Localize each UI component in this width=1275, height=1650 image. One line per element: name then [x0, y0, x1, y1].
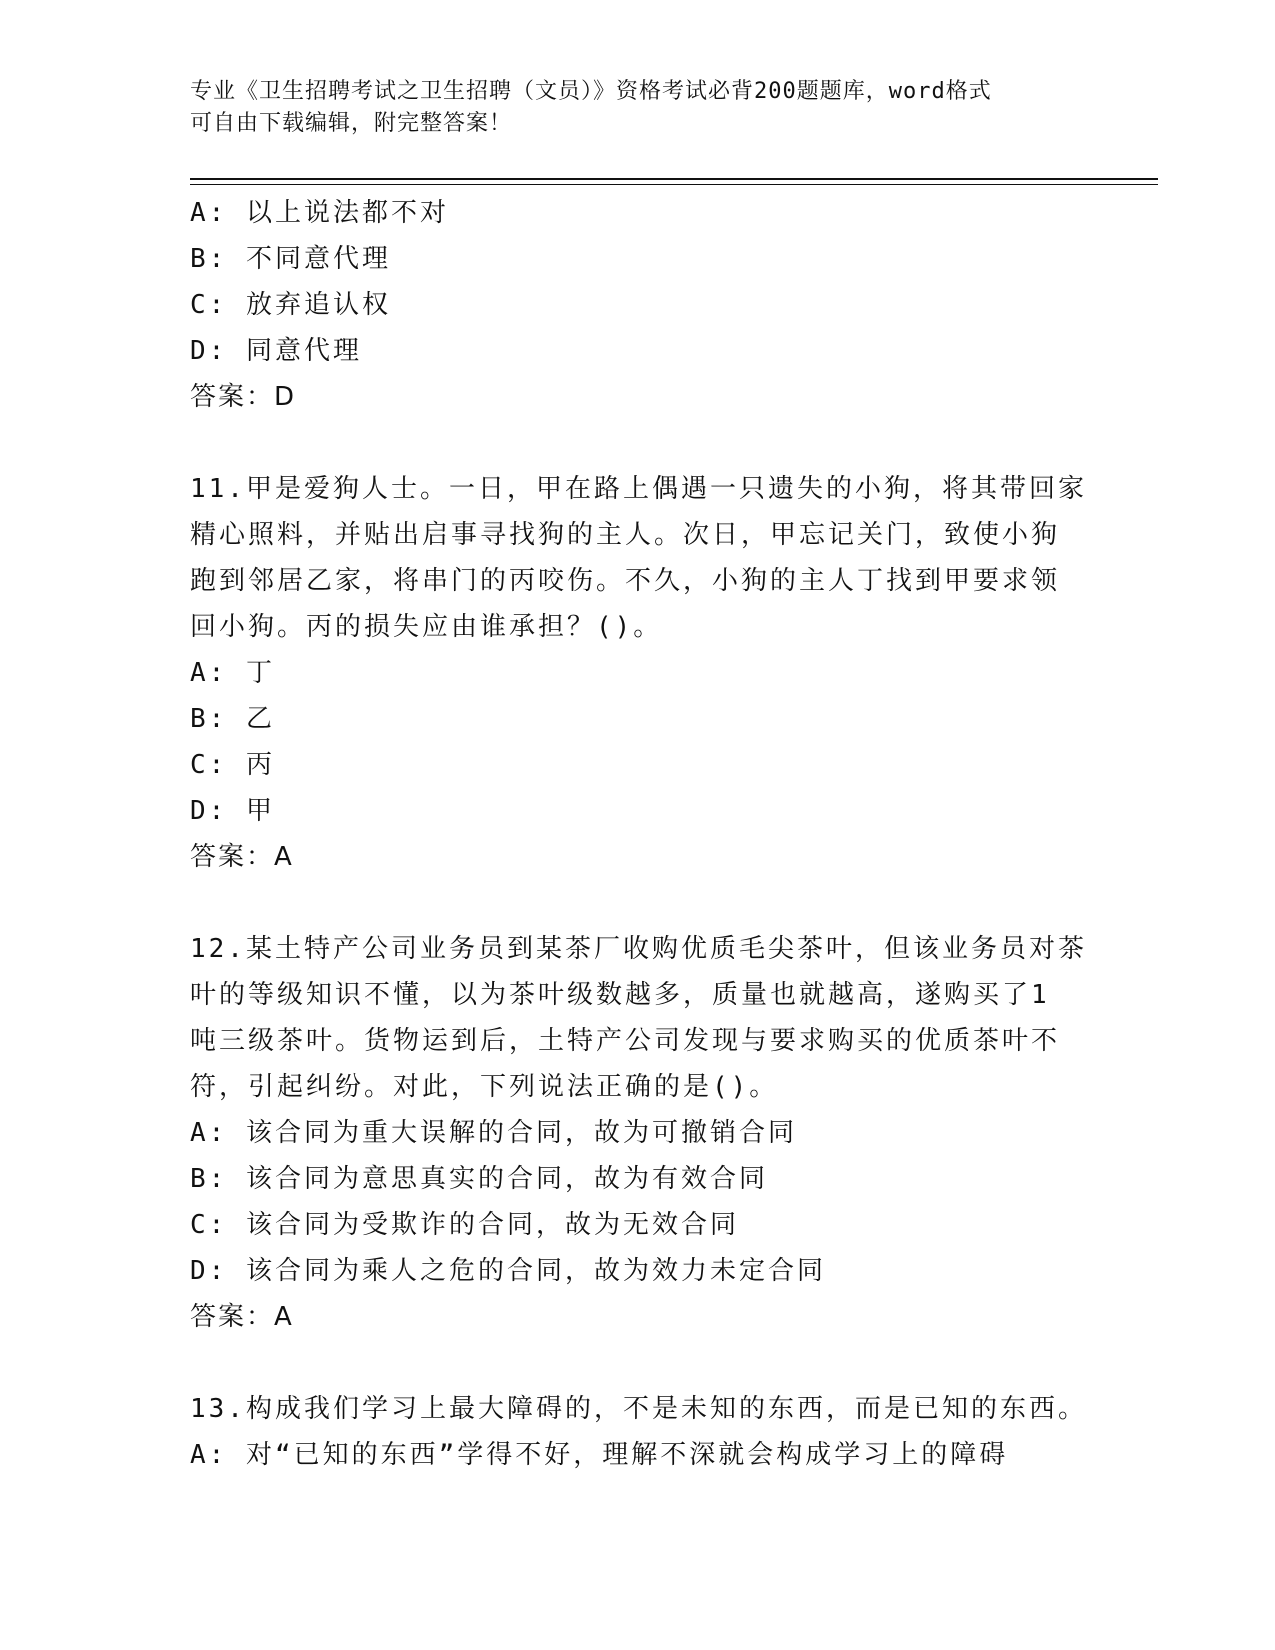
question-stem-line: 精心照料，并贴出启事寻找狗的主人。次日，甲忘记关门，致使小狗	[190, 520, 1061, 550]
option-c: C: 丙	[190, 750, 275, 780]
header-rule-thin	[190, 184, 1158, 185]
option-a: A: 以上说法都不对	[190, 198, 449, 228]
option-b: B: 乙	[190, 704, 275, 734]
question-stem-line: 符，引起纠纷。对此，下列说法正确的是()。	[190, 1072, 779, 1102]
question-stem-line: 跑到邻居乙家，将串门的丙咬伤。不久，小狗的主人丁找到甲要求领	[190, 566, 1061, 596]
question-12	[190, 926, 1090, 1340]
header-rule-thick	[190, 178, 1158, 180]
option-c: C: 该合同为受欺诈的合同，故为无效合同	[190, 1210, 739, 1240]
question-stem-line: 11.甲是爱狗人士。一日，甲在路上偶遇一只遗失的小狗，将其带回家	[190, 474, 1087, 504]
spacer	[190, 420, 1090, 466]
document-header	[190, 76, 1070, 140]
spacer	[190, 880, 1090, 926]
option-b: B: 该合同为意思真实的合同，故为有效合同	[190, 1164, 768, 1194]
option-b: B: 不同意代理	[190, 244, 391, 274]
option-d: D: 甲	[190, 796, 275, 826]
question-stem-line: 吨三级茶叶。货物运到后，土特产公司发现与要求购买的优质茶叶不	[190, 1026, 1061, 1056]
option-a: A: 对“已知的东西”学得不好，理解不深就会构成学习上的障碍	[190, 1440, 1009, 1470]
question-10-options	[190, 190, 1090, 420]
question-13	[190, 1386, 1090, 1478]
question-stem-line: 12.某土特产公司业务员到某茶厂收购优质毛尖茶叶，但该业务员对茶	[190, 934, 1087, 964]
header-line-2: 可自由下载编辑，附完整答案！	[190, 111, 513, 136]
option-d: D: 同意代理	[190, 336, 362, 366]
option-a: A: 丁	[190, 658, 275, 688]
question-stem-line: 回小狗。丙的损失应由谁承担？()。	[190, 612, 663, 642]
header-line-1: 专业《卫生招聘考试之卫生招聘（文员）》资格考试必背200题题库，word格式	[190, 79, 992, 104]
option-a: A: 该合同为重大误解的合同，故为可撤销合同	[190, 1118, 797, 1148]
question-stem-line: 叶的等级知识不懂，以为茶叶级数越多，质量也就越高，遂购买了1	[190, 980, 1050, 1010]
option-d: D: 该合同为乘人之危的合同，故为效力未定合同	[190, 1256, 826, 1286]
question-11	[190, 466, 1090, 880]
answer-line: 答案：A	[190, 842, 294, 872]
spacer	[190, 1340, 1090, 1386]
question-stem-line: 13.构成我们学习上最大障碍的，不是未知的东西，而是已知的东西。	[190, 1394, 1087, 1424]
question-content	[190, 190, 1090, 1478]
answer-line: 答案：A	[190, 1302, 294, 1332]
option-c: C: 放弃追认权	[190, 290, 391, 320]
answer-line: 答案：D	[190, 382, 297, 412]
